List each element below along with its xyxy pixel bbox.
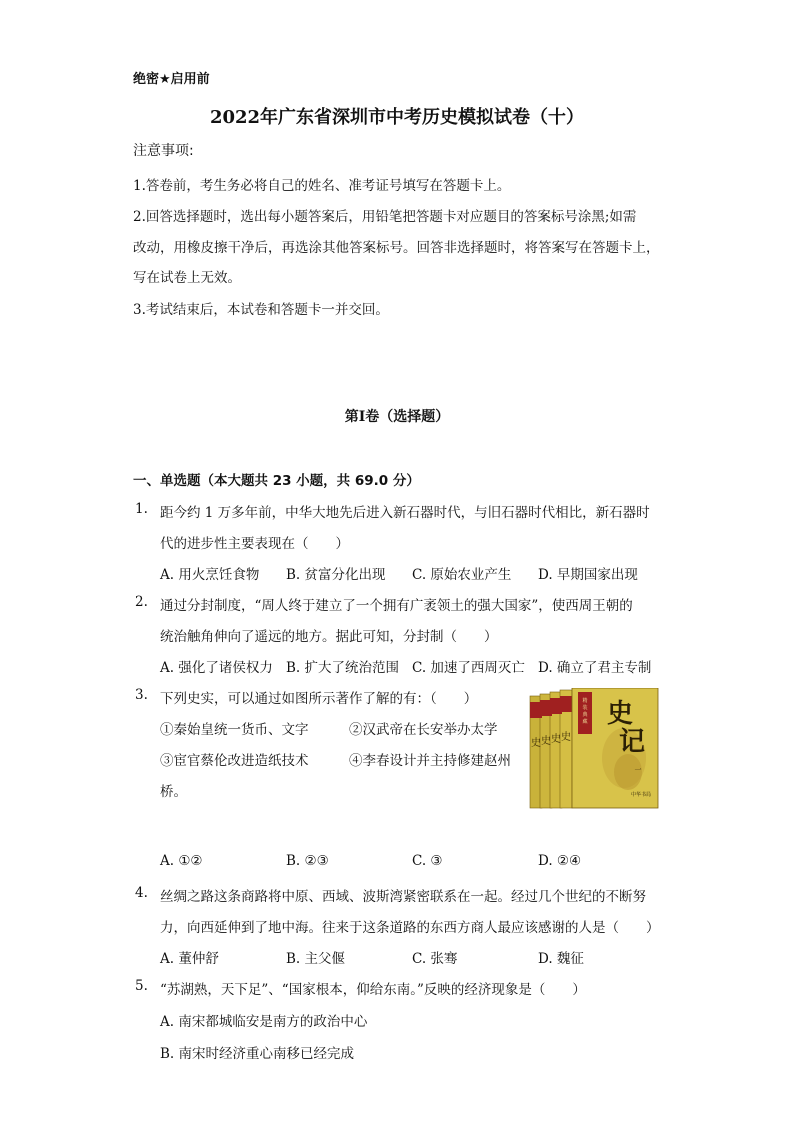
question-text: 力，向西延伸到了地中海。往来于这条道路的东西方商人最应该感谢的人是（ ） bbox=[160, 920, 660, 936]
question-text: 丝绸之路这条商路将中原、西域、波斯湾紧密联系在一起。经过几个世纪的不断努 bbox=[160, 889, 646, 905]
statement-2: ②汉武帝在长安举办太学 bbox=[349, 722, 498, 738]
svg-text:史: 史 bbox=[531, 738, 541, 749]
svg-text:史: 史 bbox=[541, 736, 551, 747]
question-text: “苏湖熟，天下足”、“国家根本，仰给东南。”反映的经济现象是（ ） bbox=[160, 982, 586, 998]
option-b: B. 南宋时经济重心南移已经完成 bbox=[160, 1046, 355, 1062]
svg-text:史: 史 bbox=[606, 699, 634, 729]
option-a: A. 董仲舒 bbox=[160, 951, 219, 967]
section-title: 第I卷（选择题） bbox=[344, 409, 450, 425]
option-a: A. 强化了诸侯权力 bbox=[160, 660, 273, 676]
question-text: 代的进步性主要表现在（ ） bbox=[160, 536, 349, 552]
question-text: 通过分封制度，“周人终于建立了一个拥有广袤领土的强大国家”，使西周王朝的 bbox=[160, 598, 633, 614]
svg-text:记: 记 bbox=[618, 727, 646, 757]
option-c: C. 原始农业产生 bbox=[412, 567, 512, 583]
notice-heading: 注意事项: bbox=[133, 143, 194, 159]
question-number: 2. bbox=[135, 594, 148, 610]
svg-text:中华书局: 中华书局 bbox=[630, 792, 652, 798]
notice-line: 3.考试结束后，本试卷和答题卡一并交回。 bbox=[133, 302, 389, 318]
part-heading: 一、单选题（本大题共 23 小题，共 69.0 分） bbox=[133, 473, 420, 489]
option-d: D. ②④ bbox=[538, 853, 582, 869]
option-b: B. 扩大了统治范围 bbox=[286, 660, 400, 676]
svg-text:史: 史 bbox=[551, 734, 561, 745]
svg-text:藏: 藏 bbox=[582, 719, 588, 725]
book-stack-illustration bbox=[528, 688, 660, 810]
notice-line: 改动，用橡皮擦干净后，再选涂其他答案标号。回答非选择题时，将答案写在答题卡上， bbox=[133, 240, 660, 256]
statement-1: ①秦始皇统一货币、文字 bbox=[160, 722, 309, 738]
option-d: D. 确立了君主专制 bbox=[538, 660, 652, 676]
question-number: 4. bbox=[135, 885, 148, 901]
question-text: 统治触角伸向了遥远的地方。据此可知，分封制（ ） bbox=[160, 629, 498, 645]
question-number: 1. bbox=[135, 501, 148, 517]
option-a: A. 南宋都城临安是南方的政治中心 bbox=[160, 1014, 368, 1030]
question-text: 距今约 1 万多年前，中华大地先后进入新石器时代，与旧石器时代相比，新石器时 bbox=[160, 505, 650, 521]
option-c: C. 张骞 bbox=[412, 951, 458, 967]
option-a: A. 用火烹饪食物 bbox=[160, 567, 260, 583]
notice-line: 1.答卷前，考生务必将自己的姓名、准考证号填写在答题卡上。 bbox=[133, 178, 511, 194]
option-d: D. 早期国家出现 bbox=[538, 567, 638, 583]
option-d: D. 魏征 bbox=[538, 951, 584, 967]
secret-mark: 绝密★启用前 bbox=[133, 72, 210, 87]
option-a: A. ①② bbox=[160, 853, 203, 869]
svg-text:一: 一 bbox=[634, 766, 642, 774]
shiji-books-image bbox=[528, 688, 660, 810]
notice-line: 写在试卷上无效。 bbox=[133, 270, 241, 286]
svg-text:装: 装 bbox=[582, 705, 588, 711]
svg-text:典: 典 bbox=[582, 712, 588, 718]
question-text: 下列史实，可以通过如图所示著作了解的有：（ ） bbox=[160, 691, 478, 707]
option-c: C. ③ bbox=[412, 853, 443, 869]
svg-text:精: 精 bbox=[582, 698, 588, 704]
option-b: B. 贫富分化出现 bbox=[286, 567, 386, 583]
svg-text:史: 史 bbox=[561, 732, 571, 743]
statement-4-cont: 桥。 bbox=[160, 784, 187, 800]
notice-line: 2.回答选择题时，选出每小题答案后，用铅笔把答题卡对应题目的答案标号涂黑;如需 bbox=[133, 209, 637, 225]
option-b: B. ②③ bbox=[286, 853, 329, 869]
page-title: 2022年广东省深圳市中考历史模拟试卷（十） bbox=[209, 107, 585, 128]
option-c: C. 加速了西周灭亡 bbox=[412, 660, 525, 676]
statement-4: ④李春设计并主持修建赵州 bbox=[349, 753, 511, 769]
statement-3: ③宦官蔡伦改进造纸技术 bbox=[160, 753, 309, 769]
question-number: 5. bbox=[135, 978, 148, 994]
question-number: 3. bbox=[135, 687, 148, 703]
option-b: B. 主父偃 bbox=[286, 951, 346, 967]
